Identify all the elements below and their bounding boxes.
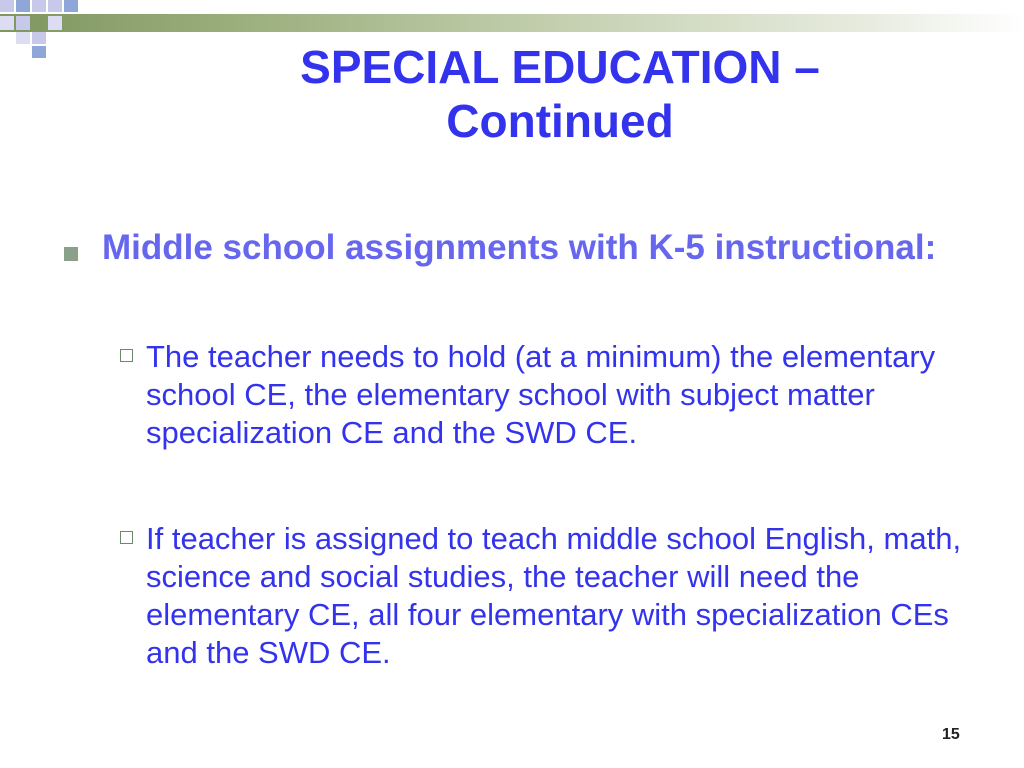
level2-bullet-text: The teacher needs to hold (at a minimum) the elementary school CE, the elementary school with subject matter specialization CE and the SWD CE. xyxy=(146,339,936,450)
hollow-square-bullet-icon xyxy=(120,349,133,362)
square-bullet-icon xyxy=(64,247,78,261)
decor-square xyxy=(32,0,46,12)
decor-square xyxy=(16,16,30,30)
decor-square xyxy=(32,32,46,44)
page-number: 15 xyxy=(942,726,960,743)
decor-square xyxy=(0,16,14,30)
decor-square xyxy=(0,0,14,12)
level1-bullet-text: Middle school assignments with K-5 instructional: xyxy=(102,228,937,267)
decor-square xyxy=(16,32,30,44)
decor-square xyxy=(48,0,62,12)
decor-square xyxy=(48,16,62,30)
decor-square xyxy=(32,46,46,58)
title-line-1: SPECIAL EDUCATION – xyxy=(300,41,820,93)
slide-title xyxy=(190,40,930,148)
hollow-square-bullet-icon xyxy=(120,531,133,544)
level2-bullet-text: If teacher is assigned to teach middle school English, math, science and social studies, the teacher will need the elementary CE, all four elementary with specialization CEs and the SWD CE. xyxy=(146,521,962,670)
decor-square xyxy=(16,0,30,12)
title-line-2: Continued xyxy=(446,95,674,147)
decor-square xyxy=(64,0,78,12)
header-accent-bar xyxy=(0,14,1024,32)
